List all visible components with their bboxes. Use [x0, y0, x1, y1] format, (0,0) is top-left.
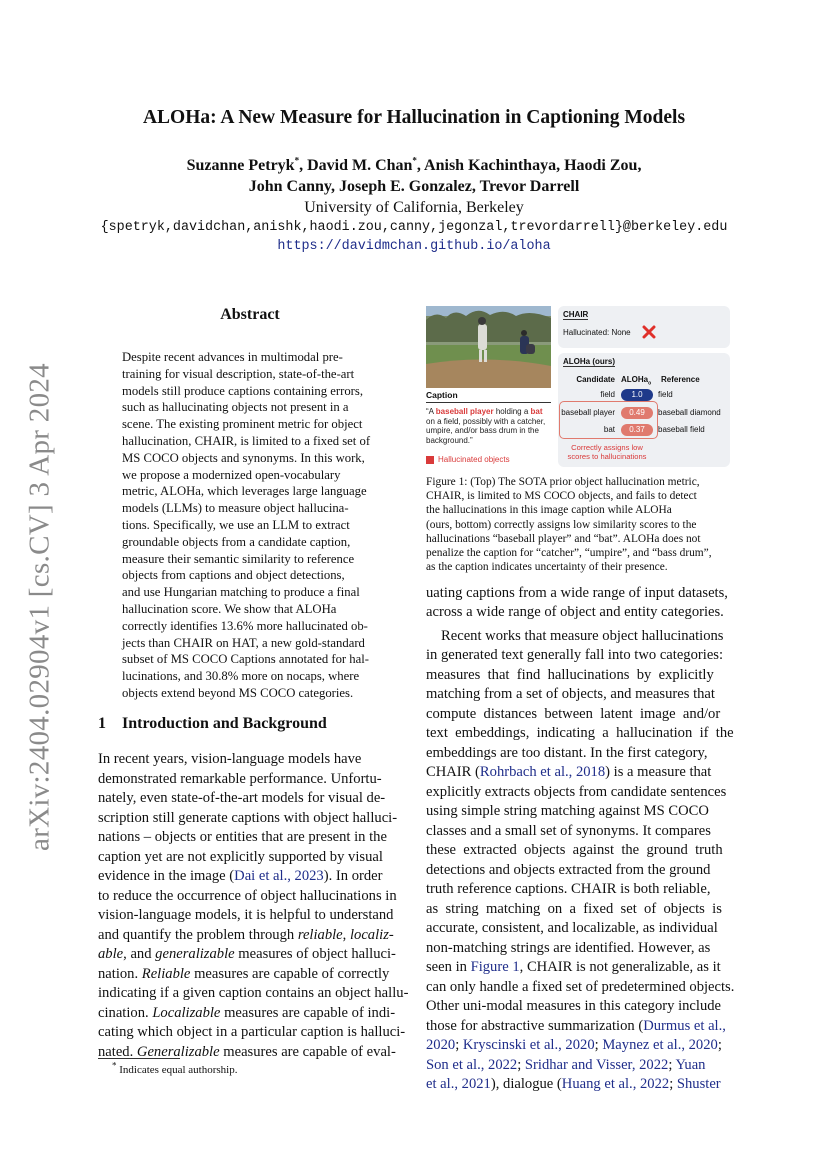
chair-panel [558, 306, 730, 348]
citation-link[interactable]: 2020 [426, 1037, 456, 1053]
body-line: embeddings are too distant. In the first category, [426, 745, 708, 761]
abstract-line: metric, ALOHa, which leverages large language [122, 484, 367, 499]
legend-swatch [426, 456, 434, 464]
arxiv-side-stamp [18, 363, 62, 851]
text-run: on a field, possibly with a catcher, [426, 416, 546, 426]
figure-caption-line: the hallucinations in this image caption while ALOHa [426, 504, 672, 517]
aloha-title: ALOHa (ours) [563, 357, 615, 366]
figure-caption-panel [426, 390, 551, 464]
abstract-line: hallucination score. We show that ALOHa [122, 602, 337, 616]
candidate-field: field [600, 390, 615, 399]
body-line: compute distances between latent image and/or [426, 706, 721, 722]
correct-note [558, 443, 656, 461]
baseball-scene-image [426, 306, 551, 388]
citation-link[interactable]: Maynez et al., 2020 [602, 1037, 718, 1053]
body-line: these extracted objects against the ground truth [426, 842, 723, 858]
abstract-line: and use Hungarian matching to produce a final [122, 585, 360, 600]
citation-link[interactable]: Rohrbach et al., 2018 [479, 764, 606, 780]
caption-panel-title: Caption [426, 390, 551, 403]
footnote-rule [98, 1058, 180, 1059]
text-run: ALOHa [621, 375, 649, 384]
score-pill: 0.37 [621, 424, 653, 436]
text-run: “A [426, 407, 436, 416]
body-line: caption yet are not explicitly supported by visual [98, 849, 383, 865]
abstract-line: models (LLMs) to measure object hallucina- [122, 501, 349, 516]
italic-term: Generalizable [136, 1044, 220, 1060]
footnote-mark: * [112, 1060, 117, 1071]
body-line: using simple string matching against MS COCO [426, 803, 709, 819]
citation-link[interactable]: Yuan [675, 1057, 706, 1073]
paper-title: ALOHa: A New Measure for Hallucination in Captioning Models [142, 107, 686, 128]
body-line: classes and a small set of synonyms. It compares [426, 823, 711, 839]
abstract-line: such as hallucinating objects not present in a [122, 400, 349, 415]
text-run: ) is a measure that [605, 764, 712, 780]
body-line: Other uni-modal measures in this category include [426, 998, 722, 1014]
abstract-line: lucinations, and 30.8% more on nocaps, where [122, 669, 360, 684]
footnote-text: Indicates equal authorship. [116, 1064, 238, 1076]
text-run: cination. [98, 1005, 153, 1021]
chair-title: CHAIR [563, 310, 589, 319]
body-line [426, 763, 730, 782]
body-line [98, 867, 402, 886]
text-run: ; [455, 1037, 463, 1053]
citation-link[interactable]: Durmus et al., [643, 1018, 726, 1034]
candidate-bat: bat [603, 425, 615, 434]
figure-caption-line: penalize the caption for “catcher”, “umpire”, and “bass drum”, [426, 547, 712, 559]
section-number: 1 [98, 715, 106, 732]
body-line [98, 1004, 402, 1023]
hallucinated-object-highlight: bat [530, 407, 543, 416]
body-line: to reduce the occurrence of object hallucinations in [98, 888, 397, 904]
chair-result: Hallucinated: None [563, 328, 631, 337]
text-run: ; [594, 1037, 603, 1053]
italic-term: able [98, 946, 124, 962]
text-run: nated. [98, 1044, 137, 1060]
figure-caption-line: CHAIR, is limited to MS COCO objects, and fails to detect [426, 490, 697, 503]
score-pill: 1.0 [621, 389, 653, 401]
column-header-aloha [621, 375, 651, 387]
body-line [98, 965, 402, 984]
aloha-panel [558, 353, 730, 467]
text-run: and quantify the problem through [98, 927, 298, 943]
body-line: indicating if a given caption contains an object hallu- [98, 985, 409, 1001]
authors-line-1 [0, 157, 828, 175]
authors-rest: , Anish Kachinthaya, Haodi Zou, [416, 157, 642, 174]
project-url-link[interactable]: https://davidmchan.github.io/aloha [277, 239, 551, 254]
body-line [98, 926, 402, 945]
body-line [426, 1036, 730, 1055]
body-line: uating captions from a wide range of input datasets, [426, 585, 728, 601]
section-title: Introduction and Background [122, 715, 327, 732]
text-run: ; [517, 1057, 525, 1073]
italic-term: reliable [297, 927, 343, 943]
legend [426, 455, 551, 464]
body-line: nately, even state-of-the-art models for visual de- [98, 790, 386, 806]
reference-field: field [658, 390, 673, 399]
body-line: can only handle a fixed set of predetermined objects. [426, 979, 735, 995]
text-run: measures are capable of correctly [190, 966, 390, 982]
abstract-line: MS COCO objects and synonyms. In this work, [122, 450, 365, 465]
body-line: scription still generate captions with object halluci- [98, 810, 398, 826]
column-header-reference: Reference [661, 375, 700, 384]
abstract-line: jects than CHAIR on HAT, a new gold-standard [122, 635, 365, 650]
abstract-line: hallucination, CHAIR, is limited to a fixed set of [122, 434, 371, 448]
text-run: measures of object halluci- [234, 946, 396, 962]
body-line: vision-language models, it is helpful to understand [98, 907, 394, 923]
body-line: cating which object in a particular caption is halluci- [98, 1024, 406, 1040]
candidate-caption [426, 407, 551, 445]
body-line: nations – objects or entities that are present in the [98, 829, 387, 845]
figure-caption-line: (ours, bottom) correctly assigns low similarity scores to the [426, 518, 697, 531]
figure-reference-link[interactable]: Figure 1 [470, 959, 520, 975]
candidate-baseball-player: baseball player [561, 408, 615, 417]
citation-link[interactable]: Kryscinski et al., 2020 [462, 1037, 595, 1053]
italic-term: Localizable [152, 1005, 221, 1021]
italic-term: localiz- [349, 927, 394, 943]
figure-caption-line: Figure 1: (Top) The SOTA prior object hallucination metric, [426, 476, 700, 488]
text-run: ). In order [323, 868, 383, 884]
body-line: truth reference captions. CHAIR is both reliable, [426, 881, 711, 897]
abstract-heading: Abstract [220, 306, 280, 323]
abstract-line: measure their semantic similarity to reference [122, 551, 355, 566]
baseball-photo [426, 306, 551, 388]
reference-baseball-field: baseball field [658, 425, 705, 434]
citation-link[interactable]: Dai et al., 2023 [234, 868, 324, 884]
text-run: scores to hallucinations [567, 452, 647, 461]
body-line: matching from a set of objects, and measures that [426, 686, 715, 702]
text-run: ), dialogue ( [490, 1076, 562, 1092]
legend-label: Hallucinated objects [438, 455, 510, 465]
figure-caption-line: as the caption indicates uncertainty of their presence. [426, 561, 668, 574]
abstract-line: Despite recent advances in multimodal pre- [122, 350, 343, 364]
equal-contribution-mark: * [412, 155, 417, 166]
text-run: measures are capable of eval- [219, 1044, 396, 1060]
abstract-line: objects extend beyond MS COCO categories. [122, 686, 354, 700]
body-line [98, 1043, 402, 1062]
text-run: nation. [98, 966, 142, 982]
body-line: demonstrated remarkable performance. Unfortu- [98, 771, 382, 787]
text-run: seen in [426, 959, 471, 975]
body-line [98, 945, 402, 964]
score-pill: 0.49 [621, 407, 653, 419]
abstract-line: training for visual description, state-of-the-art [122, 366, 355, 381]
text-run: evidence in the image ( [98, 868, 235, 884]
abstract-line: tions. Specifically, we use an LLM to extract [122, 518, 350, 532]
body-line: non-matching strings are identified. However, as [426, 940, 711, 956]
text-run: holding a [493, 407, 531, 416]
text-run: umpire, and/or bass drum in the [426, 426, 539, 436]
text-run: , CHAIR is not generalizable, as it [519, 959, 721, 975]
body-line: Recent works that measure object hallucinations [441, 628, 724, 644]
body-line: measures that find hallucinations by explicitly [426, 667, 714, 683]
reference-baseball-diamond: baseball diamond [658, 408, 721, 417]
hallucinated-object-highlight: baseball player [435, 407, 494, 416]
italic-term: generalizable [155, 946, 235, 962]
italic-term: Reliable [141, 966, 191, 982]
abstract-line: correctly identifies 13.6% more hallucinated ob- [122, 618, 368, 633]
text-run: , and [123, 946, 156, 962]
text-run: ; [717, 1037, 722, 1053]
author-emails: {spetryk,davidchan,anishk,haodi.zou,canny,jegonzal,trevordarrell}@berkeley.edu [100, 220, 728, 235]
citation-link[interactable]: Sridhar and Visser, 2022 [524, 1057, 669, 1073]
body-line [426, 1075, 730, 1094]
citation-link[interactable]: Huang et al., 2022 [561, 1076, 670, 1092]
body-line [426, 1017, 730, 1036]
abstract-line: groundable objects from a candidate caption, [122, 534, 351, 549]
text-run: , [342, 927, 350, 943]
section-heading [98, 715, 327, 733]
abstract-line: models still produce captions containing errors, [122, 383, 364, 398]
citation-link[interactable]: Son et al., 2022 [426, 1057, 518, 1073]
author-chan: , David M. Chan [299, 157, 413, 174]
text-run: Correctly assigns low [571, 443, 643, 452]
body-line: accurate, consistent, and localizable, as individual [426, 920, 718, 936]
author-petryk: Suzanne Petryk [186, 157, 295, 174]
equal-contribution-mark: * [294, 155, 300, 166]
body-line [426, 958, 730, 977]
text-run: background.” [426, 435, 473, 445]
body-line: across a wide range of object and entity categories. [426, 604, 724, 620]
text-run: ; [669, 1076, 677, 1092]
affiliation: University of California, Berkeley [304, 199, 524, 216]
column-header-candidate: Candidate [576, 375, 615, 384]
citation-link[interactable]: et al., 2021 [426, 1076, 491, 1092]
text-run: measures are capable of indi- [220, 1005, 396, 1021]
citation-link[interactable]: Shuster [676, 1076, 721, 1092]
abstract-line: objects from captions and object detections, [122, 568, 345, 583]
body-line: In recent years, vision-language models have [98, 751, 362, 767]
text-run: CHAIR ( [426, 764, 480, 780]
text-run: those for abstractive summarization ( [426, 1018, 644, 1034]
abstract-line: scene. The existing prominent metric for object [122, 417, 363, 432]
arxiv-identifier: arXiv:2404.02904v1 [cs.CV] 3 Apr 2024 [23, 363, 56, 851]
subscript: o [648, 380, 652, 387]
body-line: explicitly extracts objects from candidate sentences [426, 784, 727, 800]
footnote [112, 1060, 238, 1076]
body-line [426, 1056, 730, 1075]
abstract-line: we propose a modernized open-vocabulary [122, 467, 341, 482]
text-run: ; [668, 1057, 676, 1073]
body-line: as string matching on a fixed set of objects is [426, 901, 722, 917]
body-line: text embeddings, indicating a hallucination if the [426, 725, 734, 741]
body-line: detections and objects extracted from the ground [426, 862, 711, 878]
body-line: in generated text generally fall into two categories: [426, 647, 724, 663]
authors-line-2: John Canny, Joseph E. Gonzalez, Trevor Darrell [248, 178, 580, 195]
figure-caption-line: hallucinations “baseball player” and “bat”. ALOHa does not [426, 532, 701, 545]
cross-icon [642, 325, 656, 339]
abstract-line: subset of MS COCO Captions annotated for hal- [122, 652, 370, 667]
